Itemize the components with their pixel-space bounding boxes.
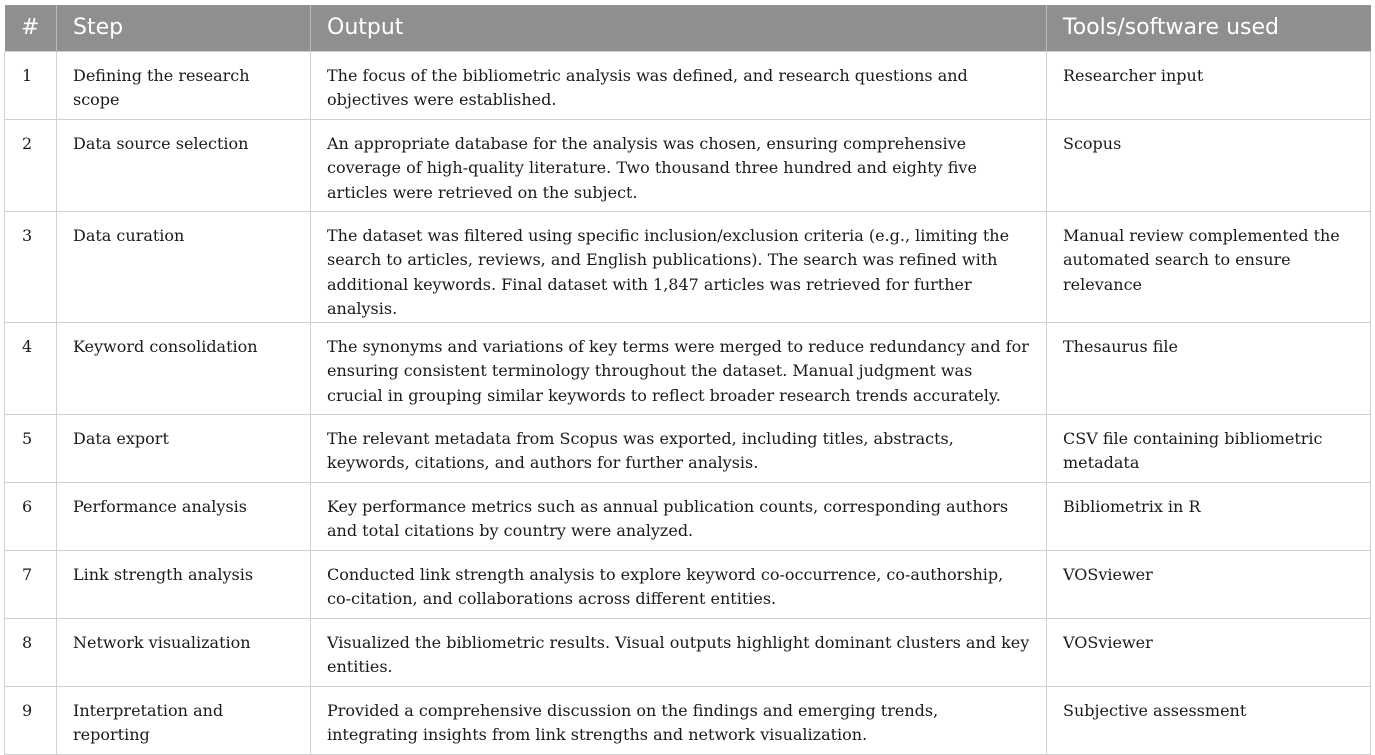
row-number: 9 (5, 686, 57, 754)
row-tools: Manual review complemented the automated search to ensure relevance (1047, 211, 1371, 322)
table-row (5, 482, 1371, 550)
row-step: Data curation (57, 211, 311, 322)
row-tools: Bibliometrix in R (1047, 482, 1371, 550)
row-output: The synonyms and variations of key terms were merged to reduce redundancy and for ensuring consistent terminology throughout the dataset. Manual judgment was crucial in grouping similar keywords to reflect broader research trends accurately. (311, 322, 1047, 414)
row-tools: Subjective assessment (1047, 686, 1371, 754)
row-output: The focus of the bibliometric analysis was defined, and research questions and objectives were established. (311, 51, 1047, 119)
row-step: Keyword consolidation (57, 322, 311, 414)
header-tools: Tools/software used (1047, 5, 1371, 51)
table-body (5, 51, 1371, 754)
row-number: 1 (5, 51, 57, 119)
header-step: Step (57, 5, 311, 51)
row-tools: Researcher input (1047, 51, 1371, 119)
row-step: Network visualization (57, 618, 311, 686)
row-output: Conducted link strength analysis to explore keyword co-occurrence, co-authorship, co-citation, and collaborations across different entities. (311, 550, 1047, 618)
header-row (5, 5, 1371, 51)
row-step: Defining the research scope (57, 51, 311, 119)
table-row (5, 322, 1371, 414)
table-header (5, 5, 1371, 51)
table-row (5, 51, 1371, 119)
table-row (5, 211, 1371, 322)
header-output: Output (311, 5, 1047, 51)
row-output: Visualized the bibliometric results. Visual outputs highlight dominant clusters and key entities. (311, 618, 1047, 686)
methodology-table-container (4, 5, 1370, 755)
row-step: Data source selection (57, 119, 311, 211)
table-row (5, 550, 1371, 618)
row-tools: Scopus (1047, 119, 1371, 211)
table-row (5, 119, 1371, 211)
row-number: 5 (5, 414, 57, 482)
row-number: 8 (5, 618, 57, 686)
table-row (5, 686, 1371, 754)
row-step: Performance analysis (57, 482, 311, 550)
row-tools: Thesaurus file (1047, 322, 1371, 414)
row-tools: VOSviewer (1047, 550, 1371, 618)
row-number: 2 (5, 119, 57, 211)
row-number: 4 (5, 322, 57, 414)
methodology-table (4, 5, 1371, 755)
row-tools: VOSviewer (1047, 618, 1371, 686)
row-number: 7 (5, 550, 57, 618)
row-step: Data export (57, 414, 311, 482)
row-step: Link strength analysis (57, 550, 311, 618)
row-number: 3 (5, 211, 57, 322)
row-output: Provided a comprehensive discussion on the findings and emerging trends, integrating insights from link strengths and network visualization. (311, 686, 1047, 754)
row-step: Interpretation and reporting (57, 686, 311, 754)
table-row (5, 618, 1371, 686)
row-output: The relevant metadata from Scopus was exported, including titles, abstracts, keywords, citations, and authors for further analysis. (311, 414, 1047, 482)
header-number: # (5, 5, 57, 51)
row-output: Key performance metrics such as annual publication counts, corresponding authors and total citations by country were analyzed. (311, 482, 1047, 550)
row-tools: CSV file containing bibliometric metadata (1047, 414, 1371, 482)
row-number: 6 (5, 482, 57, 550)
row-output: An appropriate database for the analysis was chosen, ensuring comprehensive coverage of high-quality literature. Two thousand three hundred and eighty five articles were retrieved on the subject. (311, 119, 1047, 211)
table-row (5, 414, 1371, 482)
row-output: The dataset was filtered using specific inclusion/exclusion criteria (e.g., limiting the search to articles, reviews, and English publications). The search was refined with additional keywords. Final dataset with 1,847 articles was retrieved for further analysis. (311, 211, 1047, 322)
